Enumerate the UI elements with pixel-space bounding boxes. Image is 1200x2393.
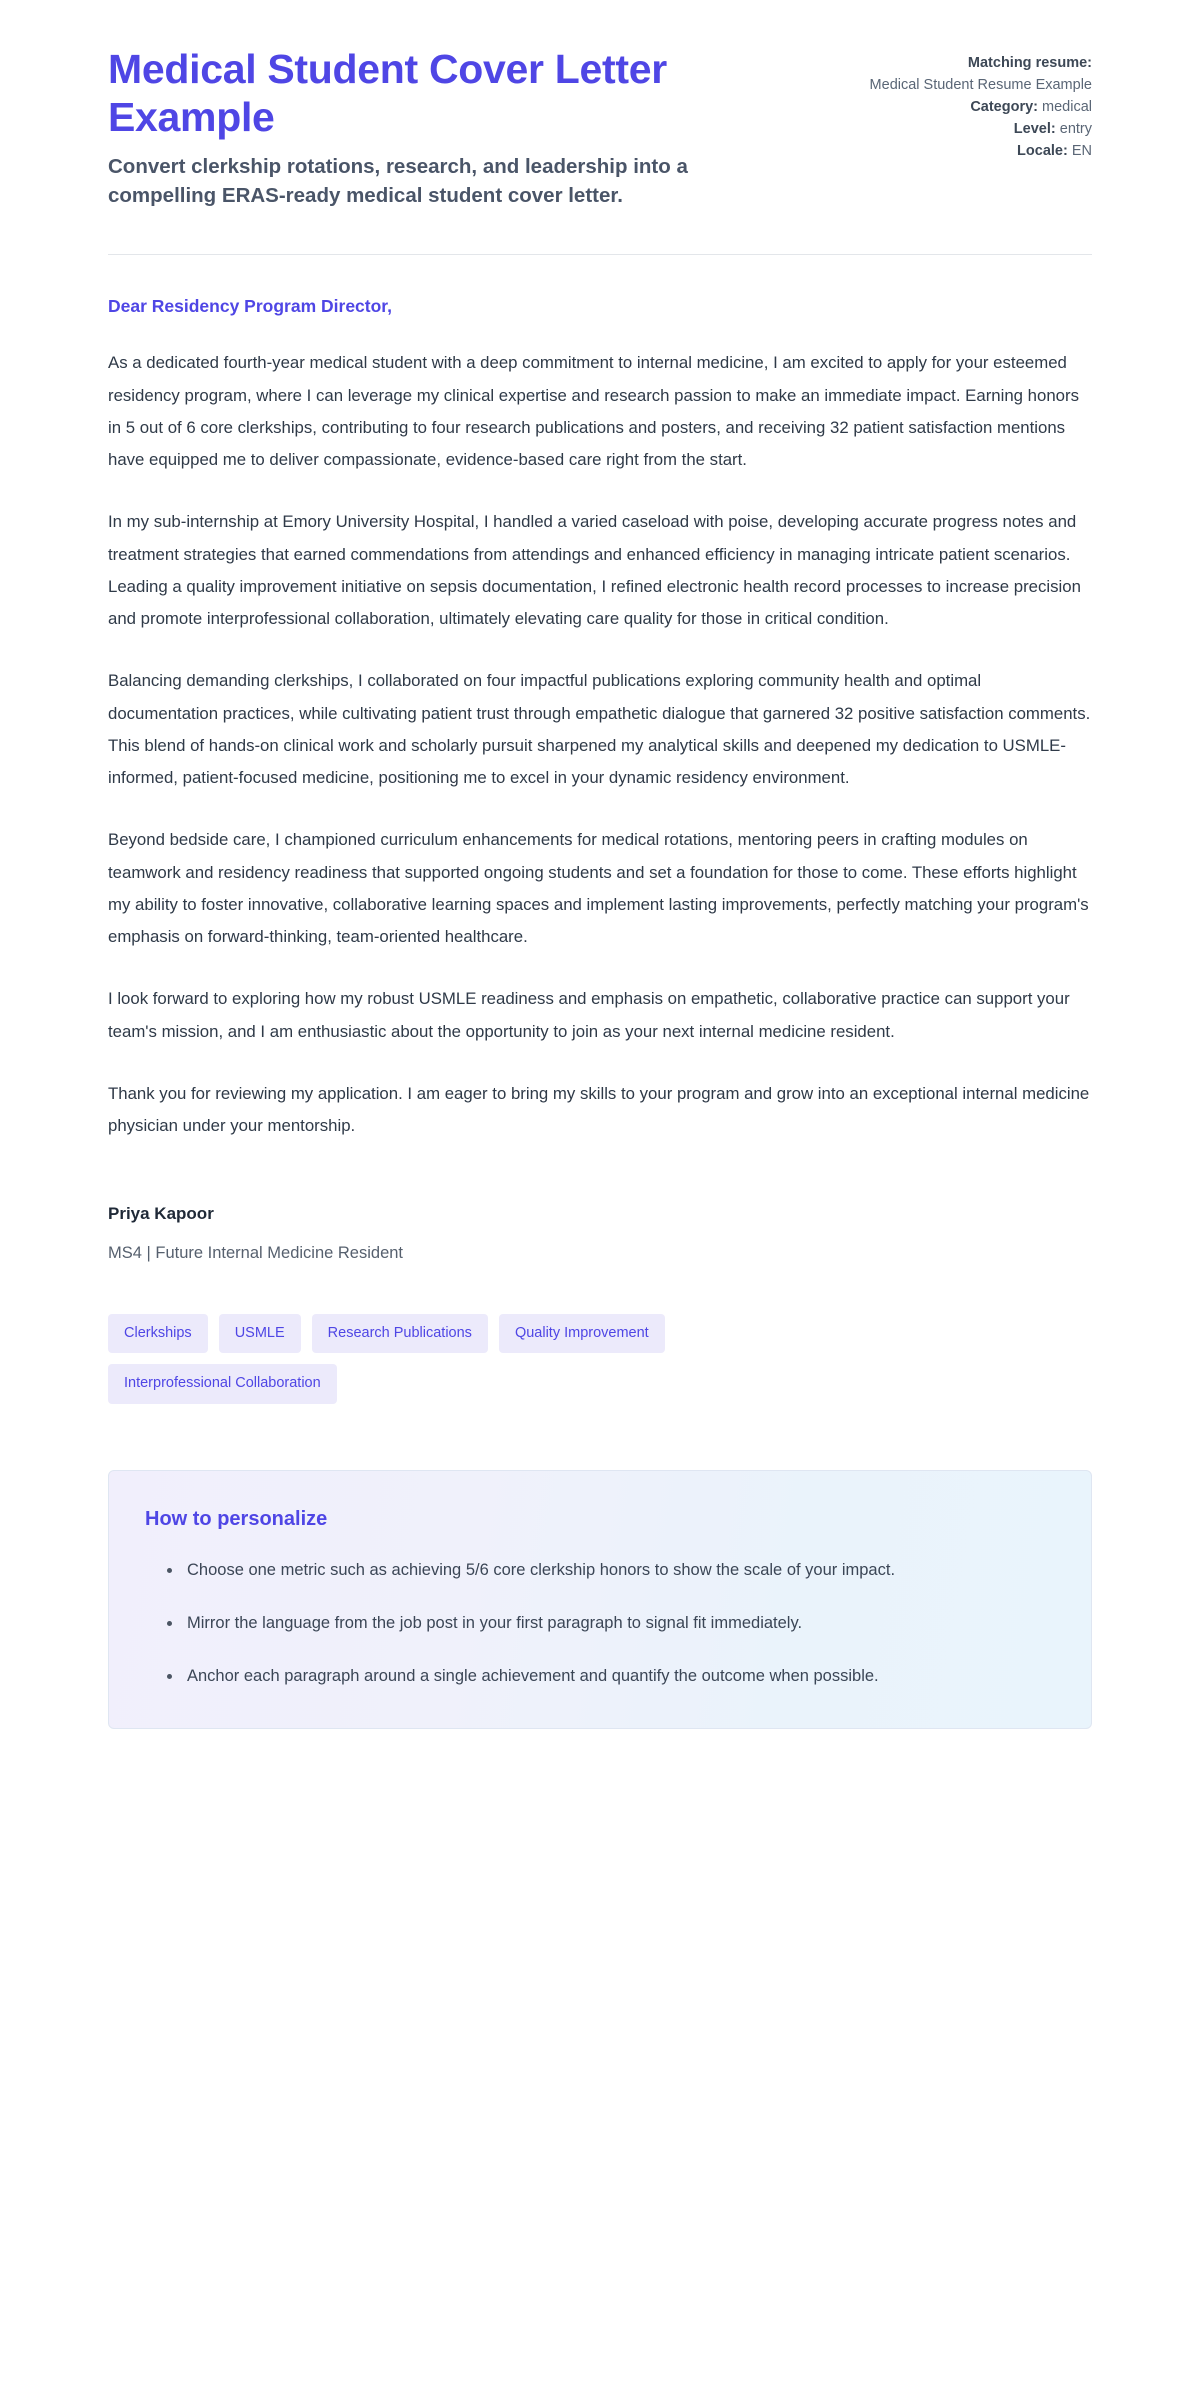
page-subtitle: Convert clerkship rotations, research, and leadership into a compelling ERAS-ready medical student cover letter. <box>108 154 688 208</box>
signature-name: Priya Kapoor <box>108 1204 214 1224</box>
meta-matching-resume-value: Medical Student Resume Example <box>869 77 1092 94</box>
tag-chip[interactable]: USMLE <box>219 1314 301 1354</box>
tag-chip[interactable]: Interprofessional Collaboration <box>108 1364 337 1404</box>
meta-category-label: Category: <box>970 99 1038 116</box>
letter-signature <box>108 1200 1092 1266</box>
letter-paragraph: Balancing demanding clerkships, I collaborated on four impactful publications exploring community health and optimal documentation practices, while cultivating patient trust through empathetic dialogue that garnered 32 positive satisfaction comments. This blend of hands-on clinical work and scholarly pursuit sharpened my analytical skills and deepened my dedication to USMLE-informed, patient-focused medicine, positioning me to excel in your dynamic residency environment. <box>108 671 1091 788</box>
callout-tip-item: Mirror the language from the job post in your first paragraph to signal fit immediately. <box>167 1608 1055 1639</box>
letter-paragraph: Thank you for reviewing my application. I am eager to bring my skills to your program and grow into an exceptional internal medicine physician under your mentorship. <box>108 1083 1090 1136</box>
letter-paragraph: In my sub-internship at Emory University Hospital, I handled a varied caseload with poise, developing accurate progress notes and treatment strategies that earned commendations from attendings and enhanced efficiency in managing intricate patient scenarios. Leading a quality improvement initiative on sepsis documentation, I refined electronic health record processes to increase precision and promote interprofessional collaboration, ultimately elevating care quality for those in critical condition. <box>108 512 1081 629</box>
page-title: Medical Student Cover Letter Example <box>108 46 667 140</box>
meta-level <box>862 118 1092 140</box>
letter-salutation: Dear Residency Program Director, <box>108 296 393 317</box>
meta-level-label: Level: <box>1013 121 1056 138</box>
tag-list <box>108 1314 808 1404</box>
letter-paragraph: As a dedicated fourth-year medical student with a deep commitment to internal medicine, I am excited to apply for your esteemed residency program, where I can leverage my clinical expertise and research passion to make an immediate impact. Earning honors in 5 out of 6 core clerkships, contributing to four research publications and posters, and receiving 32 patient satisfaction mentions have equipped me to deliver compassionate, evidence-based care right from the start. <box>108 353 1079 470</box>
letter-paragraph: Beyond bedside care, I championed curriculum enhancements for medical rotations, mentoring peers in crafting modules on teamwork and residency readiness that supported ongoing students and set a foundation for those to come. These efforts highlight my ability to foster innovative, collaborative learning spaces and implement lasting improvements, perfectly matching your program's emphasis on forward-thinking, team-oriented healthcare. <box>108 830 1089 947</box>
meta-level-value: entry <box>1059 121 1092 138</box>
meta-locale-value: EN <box>1071 143 1092 160</box>
meta-matching-resume <box>862 52 1092 74</box>
header-text-block <box>108 46 798 210</box>
meta-locale-label: Locale: <box>1017 143 1068 160</box>
meta-matching-resume-label: Matching resume: <box>967 55 1092 71</box>
tag-chip[interactable]: Research Publications <box>312 1314 488 1354</box>
callout-title: How to personalize <box>145 1507 328 1530</box>
meta-category <box>862 96 1092 118</box>
callout-tip-list <box>145 1555 1055 1692</box>
page-header <box>108 46 1092 210</box>
meta-matching-resume-value-row <box>862 74 1092 96</box>
callout-tip-item: Anchor each paragraph around a single achievement and quantify the outcome when possible. <box>167 1661 1055 1692</box>
document-metadata <box>862 46 1092 162</box>
letter-paragraph: I look forward to exploring how my robust USMLE readiness and emphasis on empathetic, collaborative practice can support your team's mission, and I am enthusiastic about the opportunity to join as your next internal medicine resident. <box>108 989 1070 1041</box>
callout-tip-item: Choose one metric such as achieving 5/6 core clerkship honors to show the scale of your impact. <box>167 1555 1055 1586</box>
tag-chip[interactable]: Clerkships <box>108 1314 208 1354</box>
tag-chip[interactable]: Quality Improvement <box>499 1314 665 1354</box>
personalize-callout <box>108 1470 1092 1729</box>
meta-locale <box>862 140 1092 162</box>
signature-role: MS4 | Future Internal Medicine Resident <box>108 1243 404 1262</box>
cover-letter-body <box>108 255 1092 1266</box>
meta-category-value: medical <box>1042 99 1092 116</box>
